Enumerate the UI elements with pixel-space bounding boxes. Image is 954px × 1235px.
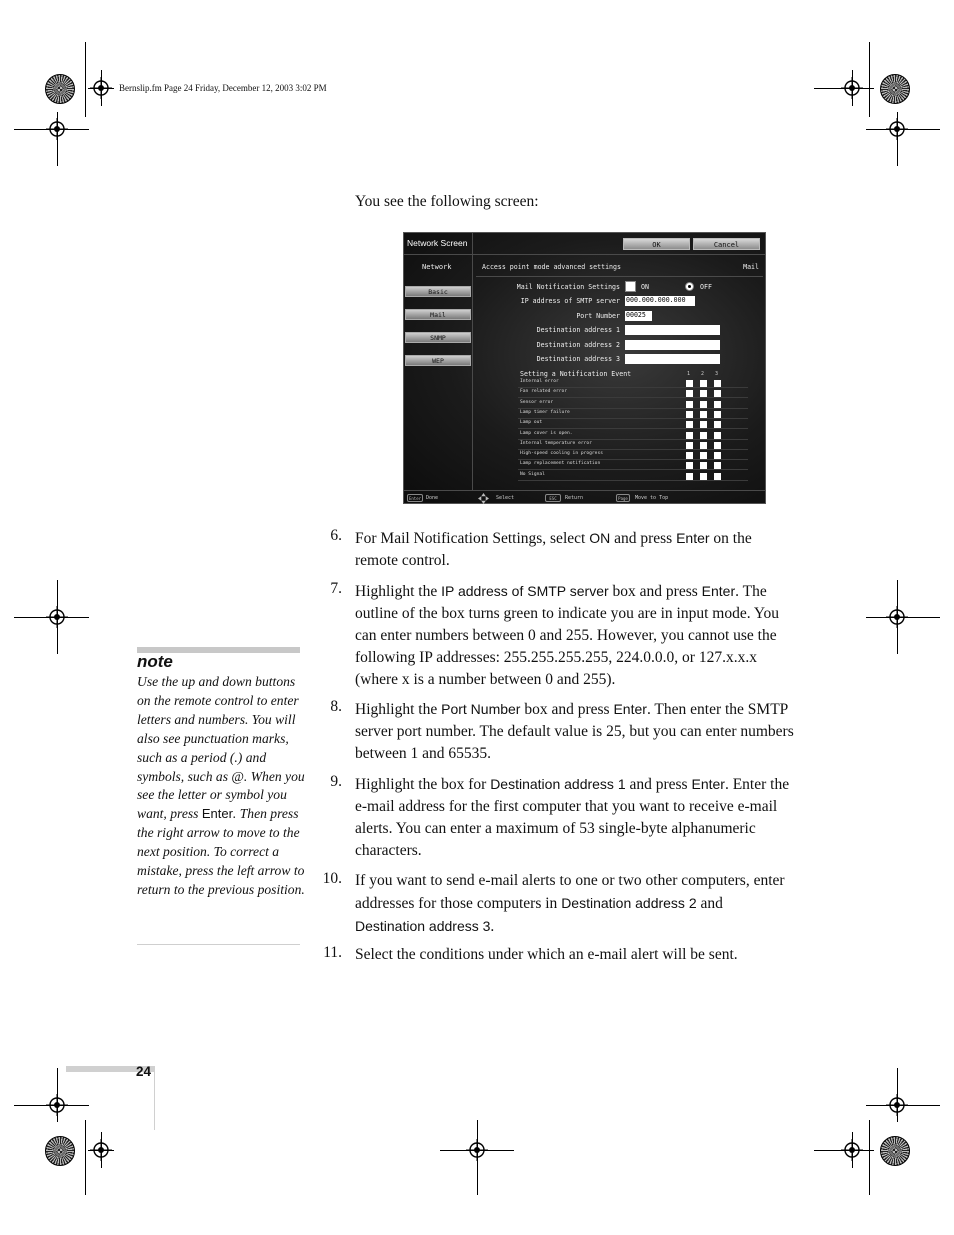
- event-name: Lamp cover is open.: [520, 430, 573, 436]
- event-name: Internal error: [520, 379, 559, 384]
- tab-mail[interactable]: Mail: [405, 309, 471, 320]
- page-key-icon: Page: [616, 494, 630, 502]
- text-run: .: [490, 918, 495, 935]
- ui-term: IP address of SMTP server: [441, 583, 609, 599]
- registration-rosette: [880, 74, 910, 104]
- event-column-3: 3: [715, 371, 719, 377]
- event-name: Lamp out: [520, 420, 543, 426]
- registration-target-icon: [90, 1139, 112, 1161]
- intro-text: You see the following screen:: [355, 193, 539, 210]
- smtp-server-field[interactable]: 000.000.000.000: [625, 296, 695, 306]
- ui-term: ON: [589, 530, 611, 546]
- ui-term: Destination address 3: [355, 918, 491, 934]
- esc-key-icon: ESC: [545, 494, 561, 502]
- event-checkbox[interactable]: [714, 452, 721, 459]
- event-checkbox[interactable]: [714, 411, 721, 418]
- event-name: Sensor error: [520, 399, 554, 405]
- off-option-radio[interactable]: [685, 282, 694, 291]
- step-number: 7.: [330, 580, 342, 597]
- off-option-label: OFF: [700, 283, 712, 291]
- event-checkbox[interactable]: [700, 473, 707, 480]
- event-checkbox[interactable]: [714, 432, 721, 439]
- text-run: box and press: [608, 583, 702, 600]
- destination-address-2-field[interactable]: [625, 340, 720, 350]
- event-checkbox[interactable]: [686, 380, 693, 387]
- event-row: [518, 460, 748, 470]
- event-checkbox[interactable]: [700, 442, 707, 449]
- step-text: [355, 580, 795, 691]
- crop-line: [85, 1120, 86, 1195]
- registration-target-icon: [46, 606, 68, 628]
- event-checkbox[interactable]: [686, 473, 693, 480]
- registration-target-icon: [841, 1139, 863, 1161]
- ui-term: Enter: [701, 583, 736, 599]
- event-name: Internal temperature error: [520, 440, 592, 446]
- text-run: Highlight the box for: [355, 776, 491, 793]
- event-row: [518, 388, 748, 398]
- note-body: [137, 673, 305, 900]
- events-title: Setting a Notification Event: [520, 370, 632, 378]
- event-name: Lamp timer failure: [520, 409, 570, 415]
- ui-term: Enter: [691, 776, 725, 792]
- port-label: Port Number: [576, 312, 620, 320]
- step-text: [355, 870, 795, 938]
- event-row: [518, 399, 748, 409]
- dest3-label: Destination address 3: [536, 355, 620, 363]
- step-text: [355, 527, 795, 572]
- divider: [404, 254, 765, 255]
- section-tag: Mail: [743, 263, 759, 271]
- text-run: box and press: [520, 701, 614, 718]
- ui-term: Enter: [676, 530, 710, 546]
- text-run: . Then press the right arrow to move to the next position. To correct a mistake, press the left arrow to return to the previous position.: [137, 806, 305, 897]
- event-checkbox[interactable]: [686, 421, 693, 428]
- event-row: [518, 419, 748, 429]
- event-checkbox[interactable]: [700, 421, 707, 428]
- dest1-label: Destination address 1: [536, 326, 620, 334]
- ui-term: Enter: [201, 806, 233, 822]
- registration-rosette: [45, 1136, 75, 1166]
- cancel-button[interactable]: Cancel: [693, 238, 760, 250]
- event-name: High-speed cooling in progress: [520, 451, 603, 457]
- event-checkbox[interactable]: [700, 411, 707, 418]
- text-run: Use the up and down buttons on the remote control to enter letters and numbers. You will also see punctuation marks, such as a period (.) and symbols, such as @. When you see the letter or symbol you want, press: [137, 674, 305, 822]
- event-checkbox[interactable]: [714, 421, 721, 428]
- event-column-1: 1: [687, 371, 691, 377]
- step-number: 11.: [323, 944, 342, 961]
- event-checkbox[interactable]: [714, 442, 721, 449]
- network-screen-screenshot: [403, 232, 766, 504]
- text-run: . Then enter the SMTP server port number. The default value is 25, but you can enter numbers between 1 and 65535.: [355, 701, 794, 762]
- step-number: 8.: [330, 698, 342, 715]
- registration-target-icon: [886, 118, 908, 140]
- event-checkbox[interactable]: [700, 401, 707, 408]
- crop-line: [85, 42, 86, 117]
- event-row: [518, 440, 748, 450]
- divider: [476, 276, 763, 277]
- text-run: For Mail Notification Settings, select: [355, 530, 590, 547]
- event-name: Fan related error: [520, 389, 568, 395]
- event-checkbox[interactable]: [700, 380, 707, 387]
- registration-target-icon: [90, 77, 112, 99]
- ui-term: Destination address 1: [490, 776, 626, 792]
- registration-rosette: [880, 1136, 910, 1166]
- text-run: Highlight the: [355, 583, 442, 600]
- note-title: note: [137, 652, 173, 671]
- event-checkbox[interactable]: [700, 390, 707, 397]
- event-checkbox[interactable]: [686, 462, 693, 469]
- screen-title: Network Screen: [407, 238, 468, 248]
- text-run: Highlight the: [355, 701, 442, 718]
- event-checkbox[interactable]: [686, 442, 693, 449]
- smtp-label: IP address of SMTP server: [520, 297, 620, 305]
- event-name: Lamp replacement notification: [520, 461, 601, 467]
- tab-wep[interactable]: WEP: [405, 355, 471, 366]
- divider: [404, 490, 765, 491]
- mail-notification-label: Mail Notification Settings: [516, 283, 620, 291]
- section-title: Access point mode advanced settings: [482, 263, 621, 271]
- registration-target-icon: [466, 1139, 488, 1161]
- text-run: and: [696, 895, 723, 912]
- text-run: Select the conditions under which an e-mail alert will be sent.: [355, 946, 738, 963]
- footer-select: Select: [496, 495, 515, 501]
- nav-heading: Network: [422, 263, 452, 271]
- page-number-rule: [154, 1066, 155, 1130]
- event-checkbox[interactable]: [686, 390, 693, 397]
- note-rule-bottom: [137, 944, 300, 945]
- print-header: Bernslip.fm Page 24 Friday, December 12, 2003 3:02 PM: [119, 83, 327, 93]
- event-checkbox[interactable]: [700, 462, 707, 469]
- event-checkbox[interactable]: [714, 473, 721, 480]
- registration-target-icon: [841, 77, 863, 99]
- crop-line: [869, 1120, 870, 1195]
- registration-target-icon: [886, 1094, 908, 1116]
- event-checkbox[interactable]: [686, 401, 693, 408]
- event-checkbox[interactable]: [700, 432, 707, 439]
- text-run: . Enter the e-mail address for the first computer that you want to receive e-mail alerts. You can enter a maximum of 53 single-byte alphanumeric characters.: [355, 776, 790, 859]
- text-run: If you want to send e-mail alerts to one or two other computers, enter addresses for those computers in: [355, 872, 785, 912]
- event-checkbox[interactable]: [686, 452, 693, 459]
- ui-term: Enter: [613, 701, 647, 717]
- event-row: [518, 450, 748, 460]
- event-row: [518, 471, 748, 481]
- port-number-field[interactable]: 00025: [625, 311, 652, 321]
- event-checkbox[interactable]: [686, 432, 693, 439]
- select-arrows-icon: [478, 493, 489, 504]
- tab-basic[interactable]: Basic: [405, 286, 471, 297]
- footer-done: Done: [426, 495, 439, 501]
- event-checkbox[interactable]: [700, 452, 707, 459]
- registration-rosette: [45, 74, 75, 104]
- ok-button[interactable]: OK: [623, 238, 690, 250]
- step-number: 6.: [330, 527, 342, 544]
- step-number: 10.: [322, 870, 342, 887]
- event-checkbox[interactable]: [714, 390, 721, 397]
- registration-target-icon: [46, 1094, 68, 1116]
- text-run: on the remote control.: [355, 530, 752, 569]
- ui-term: Port Number: [441, 701, 521, 717]
- event-row: [518, 409, 748, 419]
- step-text: [355, 698, 795, 765]
- destination-address-1-field[interactable]: [625, 325, 720, 335]
- crop-line: [869, 42, 870, 117]
- text-run: . The outline of the box turns green to indicate you are in input mode. You can enter numbers between 0 and 255. However, you cannot use the following IP addresses: 255.255.255.255, 224.0.0.0, or 127.x.x.x (where x is a number between 0 and 255).: [355, 583, 780, 688]
- event-checkbox[interactable]: [714, 380, 721, 387]
- event-checkbox[interactable]: [714, 401, 721, 408]
- footer-return: Return: [565, 495, 584, 501]
- step-text: [355, 773, 795, 862]
- enter-key-icon: Enter: [408, 496, 422, 501]
- destination-address-3-field[interactable]: [625, 354, 720, 364]
- event-column-2: 2: [701, 371, 705, 377]
- dest2-label: Destination address 2: [536, 341, 620, 349]
- footer-move-to-top: Move to Top: [635, 495, 669, 501]
- text-run: and press: [610, 530, 677, 547]
- step-text: [355, 944, 795, 966]
- registration-target-icon: [886, 606, 908, 628]
- registration-target-icon: [46, 118, 68, 140]
- page-number: 24: [136, 1064, 152, 1079]
- text-run: and press: [625, 776, 692, 793]
- tab-snmp[interactable]: SNMP: [405, 332, 471, 343]
- on-option-box[interactable]: [625, 281, 636, 292]
- step-number: 9.: [330, 773, 342, 790]
- on-option-label: ON: [641, 283, 649, 291]
- ui-term: Destination address 2: [561, 895, 697, 911]
- event-checkbox[interactable]: [714, 462, 721, 469]
- event-row: [518, 378, 748, 388]
- event-row: [518, 430, 748, 440]
- event-name: No Signal: [520, 471, 545, 477]
- event-checkbox[interactable]: [686, 411, 693, 418]
